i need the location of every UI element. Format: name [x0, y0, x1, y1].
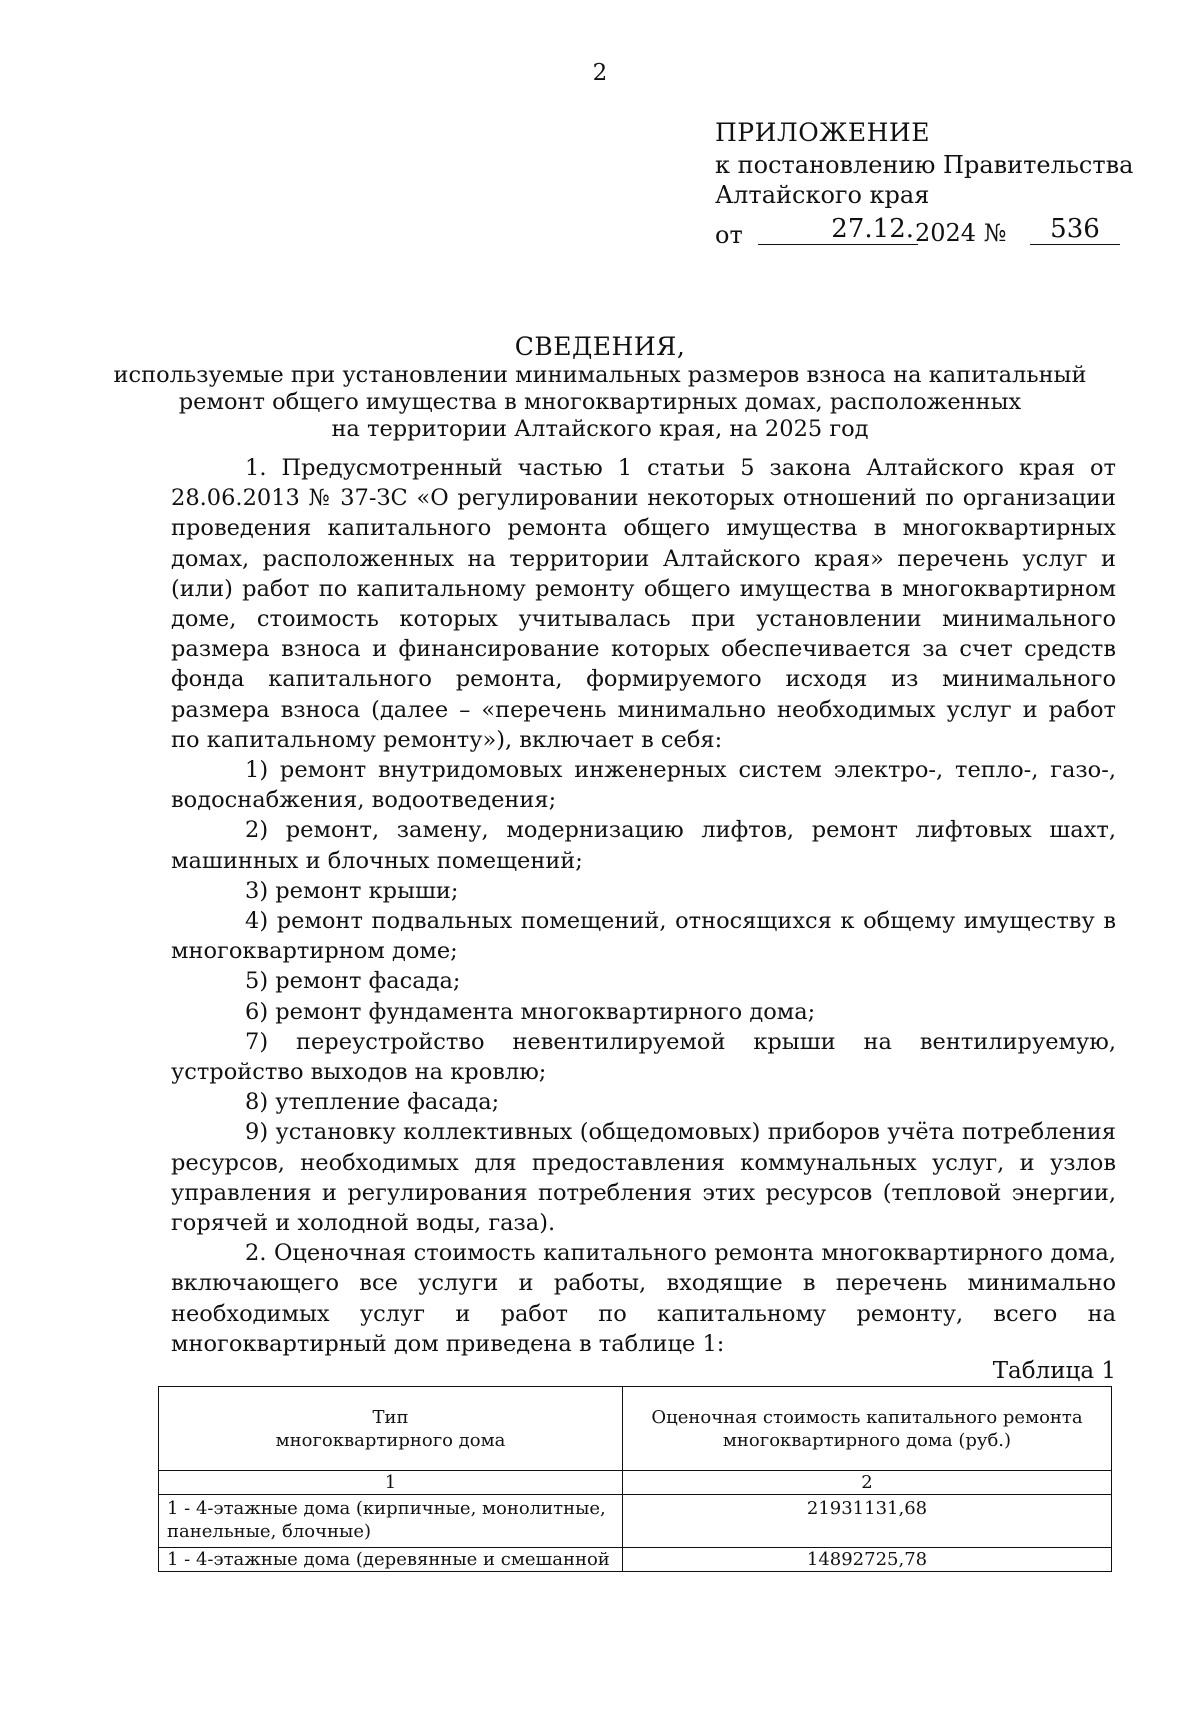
heading-line-3: на территории Алтайского края, на 2025 год [331, 416, 869, 442]
appendix-block [715, 118, 1135, 252]
order-year-number-label: 2024 № [915, 219, 1007, 247]
header-type-line-1: Тип [372, 1406, 409, 1428]
list-item-3: 3) ремонт крыши; [245, 877, 459, 904]
table-caption: Таблица 1 [992, 1358, 1116, 1384]
table-column-number-row [159, 1471, 1112, 1495]
table-row [159, 1548, 1112, 1572]
header-cell-type [159, 1387, 623, 1471]
order-date: 27.12. [758, 214, 918, 245]
appendix-line-1: к постановлению Правительства [715, 151, 1134, 179]
list-item-5: 5) ремонт фасада; [245, 968, 461, 995]
row-type-cell: 1 - 4-этажные дома (кирпичные, монолитные, панельные, блочные) [159, 1495, 623, 1548]
header-cell-cost [623, 1387, 1112, 1471]
list-item-1: 1) ремонт внутридомовых инженерных систем электро-, тепло-, газо-, водоснабжения, водоотведения; [171, 757, 1116, 814]
header-cost-line-1: Оценочная стоимость капитального ремонта [651, 1406, 1083, 1428]
list-item-9: 9) установку коллективных (общедомовых) приборов учёта потребления ресурсов, необходимых для предоставления коммунальных услуг, и узлов управления и регулирования потребления этих ресурсов (тепловой энергии, горячей и холодной воды, газа). [171, 1119, 1116, 1237]
document-heading [0, 332, 1200, 443]
heading-line-1: используемые при установлении минимальных размеров взноса на капитальный [113, 362, 1087, 388]
order-line [715, 214, 1135, 252]
heading-line-2: ремонт общего имущества в многоквартирных домах, расположенных [178, 389, 1022, 415]
page-number: 2 [592, 60, 608, 86]
document-body [171, 453, 1116, 1359]
order-number: 536 [1030, 214, 1120, 245]
table-header-row [159, 1387, 1112, 1471]
list-item-7: 7) переустройство невентилируемой крыши на вентилируемую, устройство выходов на кровлю; [171, 1028, 1116, 1086]
list-item-2: 2) ремонт, замену, модернизацию лифтов, ремонт лифтовых шахт, машинных и блочных помещений; [171, 817, 1116, 874]
list-item-6: 6) ремонт фундамента многоквартирного дома; [245, 998, 816, 1025]
list-item-4: 4) ремонт подвальных помещений, относящихся к общему имуществу в многоквартирном доме; [171, 908, 1116, 965]
row-cost-cell: 14892725,78 [623, 1548, 1112, 1572]
header-cost-line-2: многоквартирного дома (руб.) [722, 1429, 1012, 1451]
list-item-8: 8) утепление фасада; [245, 1089, 500, 1116]
table-row [159, 1495, 1112, 1548]
heading-title: СВЕДЕНИЯ, [514, 332, 686, 361]
paragraph-2: 2. Оценочная стоимость капитального ремонта многоквартирного дома, включающего все услуги и работы, входящие в перечень минимально необходимых услуг и работ по капитальному ремонту, всего на многоквартирный дом приведена в таблице 1: [171, 1240, 1116, 1357]
row-type-cell: 1 - 4-этажные дома (деревянные и смешанной [159, 1548, 623, 1572]
appendix-line-2: Алтайского края [715, 181, 930, 209]
paragraph-1: 1. Предусмотренный частью 1 статьи 5 закона Алтайского края от 28.06.2013 № 37-ЗС «О регулировании некоторых отношений по организации проведения капитального ремонта общего имущества в многоквартирных домах, расположенных на территории Алтайского края» перечень услуг и (или) работ по капитальному ремонту общего имущества в многоквартирном доме, стоимость которых учитывалась при установлении минимального размера взноса и финансирование которых обеспечивается за счет средств фонда капитального ремонта, формируемого исходя из минимального размера взноса (далее – «перечень минимально необходимых услуг и работ по капитальному ремонту»), включает в себя: [171, 455, 1116, 753]
column-number-2: 2 [623, 1471, 1112, 1495]
header-type-line-2: многоквартирного дома [275, 1429, 506, 1451]
cost-table [158, 1386, 1112, 1572]
from-label: от [715, 221, 743, 249]
column-number-1: 1 [159, 1471, 623, 1495]
appendix-title: ПРИЛОЖЕНИЕ [715, 118, 930, 147]
row-cost-cell: 21931131,68 [623, 1495, 1112, 1548]
